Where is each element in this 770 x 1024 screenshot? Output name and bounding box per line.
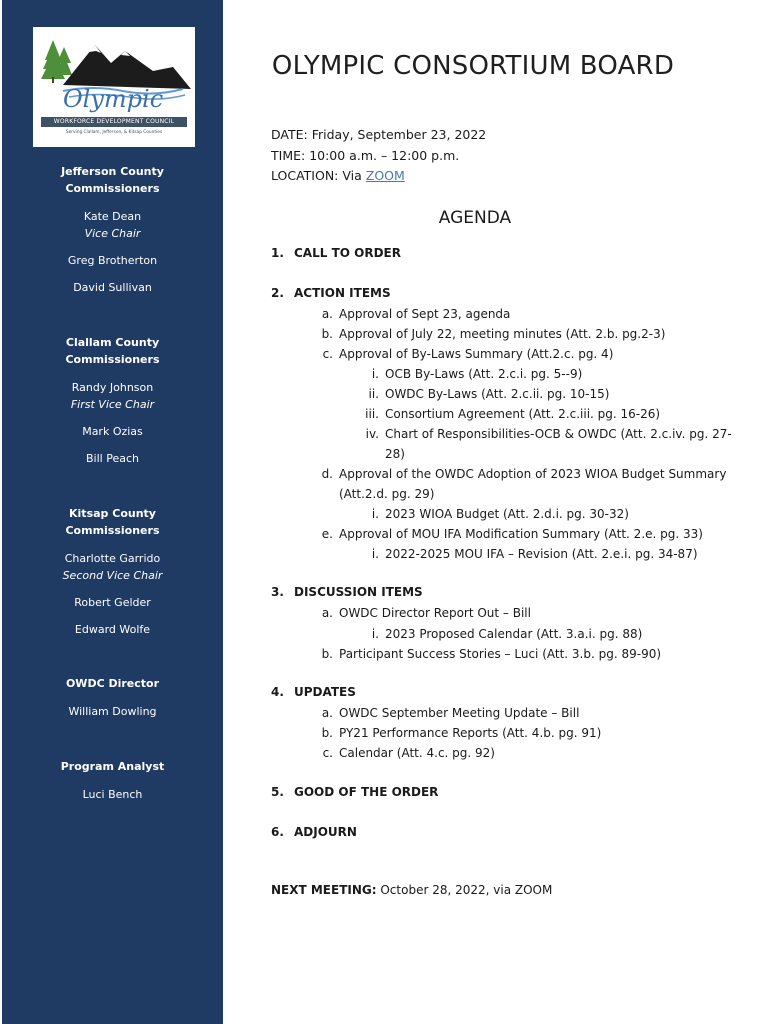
agenda-item: [321, 646, 662, 662]
agenda-section: [271, 246, 401, 260]
agenda-item: [321, 326, 666, 342]
next-meeting: [271, 883, 552, 897]
item-text: Approval of the OWDC Adoption of 2023 WIOA Budget Summary: [339, 467, 727, 481]
meeting-date: DATE: Friday, September 23, 2022: [271, 127, 487, 142]
member: [2, 423, 223, 440]
item-marker: b.: [321, 647, 333, 661]
agenda-subitem: [371, 506, 629, 522]
member: [2, 550, 223, 584]
group-title: Jefferson County Commissioners: [61, 165, 164, 195]
section-number: 5.: [271, 785, 284, 799]
section-title: CALL TO ORDER: [294, 246, 401, 260]
member-name: Bill Peach: [86, 452, 139, 465]
item-marker: iv.: [365, 427, 379, 441]
agenda-section: [271, 585, 423, 599]
item-marker: b.: [321, 726, 333, 740]
member-name: David Sullivan: [73, 281, 152, 294]
agenda-item: [321, 605, 531, 621]
next-meeting-text: October 28, 2022, via ZOOM: [376, 883, 553, 897]
item-marker: a.: [321, 706, 333, 720]
item-text: 2023 Proposed Calendar (Att. 3.a.i. pg. 88): [385, 627, 643, 641]
member-name: Edward Wolfe: [74, 623, 151, 636]
item-marker: i.: [371, 507, 379, 521]
logo-banner: WORKFORCE DEVELOPMENT COUNCIL: [41, 117, 187, 127]
member: [2, 379, 223, 413]
item-text: PY21 Performance Reports (Att. 4.b. pg. 91): [339, 726, 602, 740]
logo-counties: Serving Clallam, Jefferson, & Kitsap Counties: [65, 130, 163, 135]
member-name: Kate Dean: [83, 210, 142, 223]
item-marker: iii.: [365, 407, 379, 421]
item-text: Approval of Sept 23, agenda: [339, 307, 511, 321]
member-name: Robert Gelder: [74, 596, 151, 609]
agenda-section: [271, 685, 356, 699]
agenda-heading: AGENDA: [438, 208, 512, 228]
group-title: Kitsap County Commissioners: [65, 507, 160, 537]
agenda-item: [321, 526, 703, 542]
section-title: UPDATES: [294, 685, 356, 699]
member: [2, 450, 223, 467]
logo-script-text: Olympic: [63, 85, 164, 113]
member: [2, 252, 223, 269]
sidebar: [2, 0, 223, 1024]
agenda-subitem: [368, 386, 610, 402]
item-marker: a.: [321, 606, 333, 620]
member-name: William Dowling: [68, 705, 157, 718]
clallam-commissioners: [2, 334, 223, 467]
group-title: Program Analyst: [60, 760, 165, 773]
section-title: ADJOURN: [294, 825, 357, 839]
jefferson-commissioners: [2, 163, 223, 296]
section-number: 4.: [271, 685, 284, 699]
member: [2, 279, 223, 296]
agenda-subitem: [371, 546, 698, 562]
member-name: Mark Ozias: [82, 425, 143, 438]
agenda-subitem: [371, 366, 583, 382]
section-number: 1.: [271, 246, 284, 260]
item-text: OWDC Director Report Out – Bill: [339, 606, 531, 620]
item-text: Approval of By-Laws Summary (Att.2.c. pg. 4): [339, 347, 614, 361]
member-name: Greg Brotherton: [67, 254, 158, 267]
agenda-item-continuation: [339, 486, 434, 502]
item-text: OWDC By-Laws (Att. 2.c.ii. pg. 10-15): [385, 387, 610, 401]
location-label: LOCATION: Via: [271, 168, 366, 183]
agenda-section: [271, 785, 438, 799]
item-text: OCB By-Laws (Att. 2.c.i. pg. 5--9): [385, 367, 583, 381]
group-title: Clallam County Commissioners: [65, 336, 160, 366]
item-text: Chart of Responsibilities-OCB & OWDC (Att. 2.c.iv. pg. 27-: [385, 427, 732, 441]
item-marker: ii.: [368, 387, 379, 401]
member: [2, 594, 223, 611]
meeting-location: [271, 166, 486, 187]
member-role: First Vice Chair: [70, 398, 155, 411]
agenda-item: [321, 466, 727, 482]
member: [2, 703, 223, 720]
member: [2, 786, 223, 803]
section-number: 6.: [271, 825, 284, 839]
item-text: 2023 WIOA Budget (Att. 2.d.i. pg. 30-32): [385, 507, 629, 521]
member: [2, 208, 223, 242]
item-text: Calendar (Att. 4.c. pg. 92): [339, 746, 495, 760]
agenda-item: [321, 725, 602, 741]
item-text: OWDC September Meeting Update – Bill: [339, 706, 580, 720]
kitsap-commissioners: [2, 505, 223, 638]
owdc-director: [2, 675, 223, 720]
olympic-wdc-logo: [33, 27, 195, 147]
item-marker: d.: [321, 467, 333, 481]
section-title: DISCUSSION ITEMS: [294, 585, 423, 599]
meeting-time: TIME: 10:00 a.m. – 12:00 p.m.: [271, 147, 460, 163]
program-analyst: [2, 758, 223, 803]
item-marker: e.: [321, 527, 333, 541]
agenda-section: [271, 825, 357, 839]
next-meeting-label: NEXT MEETING:: [271, 883, 377, 897]
item-marker: a.: [321, 307, 333, 321]
item-marker: c.: [322, 746, 333, 760]
item-text: Approval of MOU IFA Modification Summary (Att. 2.e. pg. 33): [339, 527, 703, 541]
agenda-subitem: [365, 406, 661, 422]
section-number: 3.: [271, 585, 284, 599]
page-title: OLYMPIC CONSORTIUM BOARD: [271, 51, 675, 81]
item-marker: c.: [322, 347, 333, 361]
agenda-subitem-continuation: [385, 446, 405, 462]
item-text: 28): [385, 447, 405, 461]
member-name: Charlotte Garrido: [64, 552, 161, 565]
agenda-item: [321, 705, 580, 721]
zoom-link[interactable]: ZOOM: [365, 168, 405, 183]
member-name: Randy Johnson: [71, 381, 154, 394]
agenda-item: [321, 306, 511, 322]
item-text: Participant Success Stories – Luci (Att. 3.b. pg. 89-90): [339, 647, 662, 661]
agenda-item: [322, 346, 614, 362]
item-marker: i.: [371, 367, 379, 381]
agenda-item: [322, 745, 495, 761]
item-text: Approval of July 22, meeting minutes (Att. 2.b. pg.2-3): [339, 327, 666, 341]
agenda-subitem: [371, 626, 643, 642]
member-role: Second Vice Chair: [62, 569, 163, 582]
agenda-section: [271, 286, 391, 300]
member: [2, 621, 223, 638]
meeting-meta: [271, 125, 486, 187]
item-text: Consortium Agreement (Att. 2.c.iii. pg. 16-26): [385, 407, 661, 421]
agenda-subitem: [365, 426, 732, 442]
item-marker: b.: [321, 327, 333, 341]
item-marker: i.: [371, 547, 379, 561]
member-name: Luci Bench: [82, 788, 143, 801]
section-title: GOOD OF THE ORDER: [294, 785, 439, 799]
item-text: 2022-2025 MOU IFA – Revision (Att. 2.e.i. pg. 34-87): [385, 547, 698, 561]
section-title: ACTION ITEMS: [294, 286, 391, 300]
section-number: 2.: [271, 286, 284, 300]
member-role: Vice Chair: [84, 227, 141, 240]
group-title: OWDC Director: [65, 677, 160, 690]
item-marker: i.: [371, 627, 379, 641]
item-text: (Att.2.d. pg. 29): [339, 487, 435, 501]
